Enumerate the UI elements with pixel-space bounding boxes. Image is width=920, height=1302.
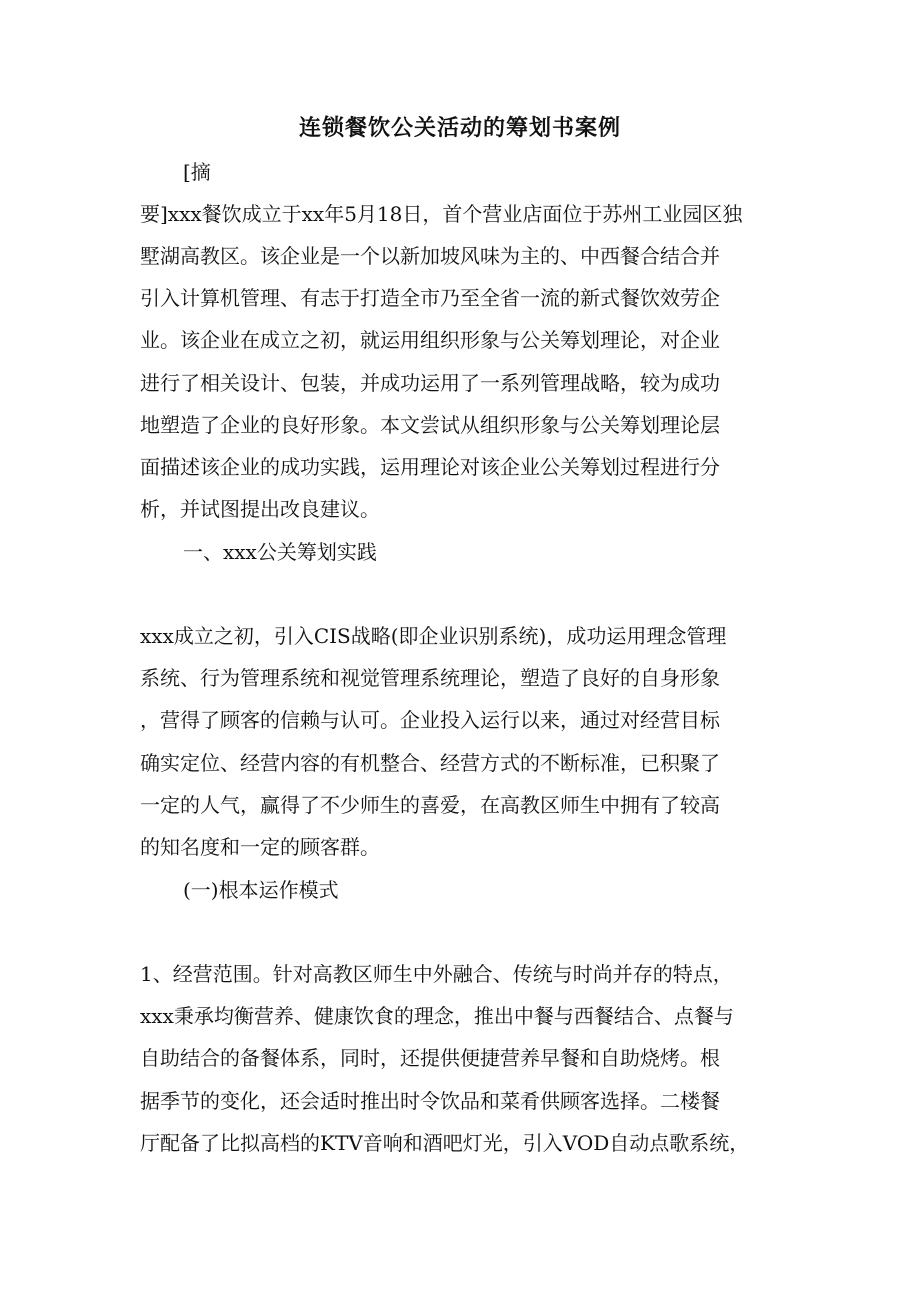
body-line: 一定的人气，赢得了不少师生的喜爱，在高教区师生中拥有了较高 — [140, 793, 720, 817]
body-line: 系统、行为管理系统和视觉管理系统理论，塑造了良好的自身形象 — [140, 666, 720, 690]
abstract-line: 面描述该企业的成功实践，运用理论对该企业公关筹划过程进行分 — [140, 455, 720, 479]
body-line: 1、经营范围。针对高教区师生中外融合、传统与时尚并存的特点， — [140, 962, 733, 986]
abstract-line: 引入计算机管理、有志于打造全市乃至全省一流的新式餐饮效劳企 — [140, 286, 720, 310]
abstract-line: 进行了相关设计、包装，并成功运用了一系列管理战略，较为成功 — [140, 371, 720, 395]
abstract-line: 析，并试图提出改良建议。 — [140, 497, 380, 521]
body-line: xxx成立之初，引入CIS战略(即企业识别系统)，成功运用理念管理 — [140, 624, 727, 648]
subsection-heading: (一)根本运作模式 — [183, 878, 339, 902]
document-title: 连锁餐饮公关活动的筹划书案例 — [298, 115, 621, 141]
abstract-line: 墅湖高教区。该企业是一个以新加坡风味为主的、中西餐合结合并 — [140, 244, 720, 268]
body-line: 确实定位、经营内容的有机整合、经营方式的不断标准，已积聚了 — [140, 751, 720, 775]
body-line: xxx秉承均衡营养、健康饮食的理念，推出中餐与西餐结合、点餐与 — [140, 1004, 734, 1028]
abstract-line: 业。该企业在成立之初，就运用组织形象与公关筹划理论，对企业 — [140, 328, 720, 352]
body-line: 据季节的变化，还会适时推出时令饮品和菜肴供顾客选择。二楼餐 — [140, 1089, 720, 1113]
body-line: 的知名度和一定的顾客群。 — [140, 835, 380, 859]
section-heading: 一、xxx公关筹划实践 — [183, 540, 377, 564]
abstract-line: 地塑造了企业的良好形象。本文尝试从组织形象与公关筹划理论层 — [140, 413, 720, 437]
abstract-line: [摘 — [183, 160, 211, 184]
abstract-line: 要]xxx餐饮成立于xx年5月18日，首个营业店面位于苏州工业园区独 — [140, 202, 743, 226]
body-line: ，营得了顾客的信赖与认可。企业投入运行以来，通过对经营目标 — [140, 708, 720, 732]
body-line: 厅配备了比拟高档的KTV音响和酒吧灯光，引入VOD自动点歌系统， — [140, 1131, 750, 1155]
body-line: 自助结合的备餐体系，同时，还提供便捷营养早餐和自助烧烤。根 — [140, 1046, 720, 1070]
